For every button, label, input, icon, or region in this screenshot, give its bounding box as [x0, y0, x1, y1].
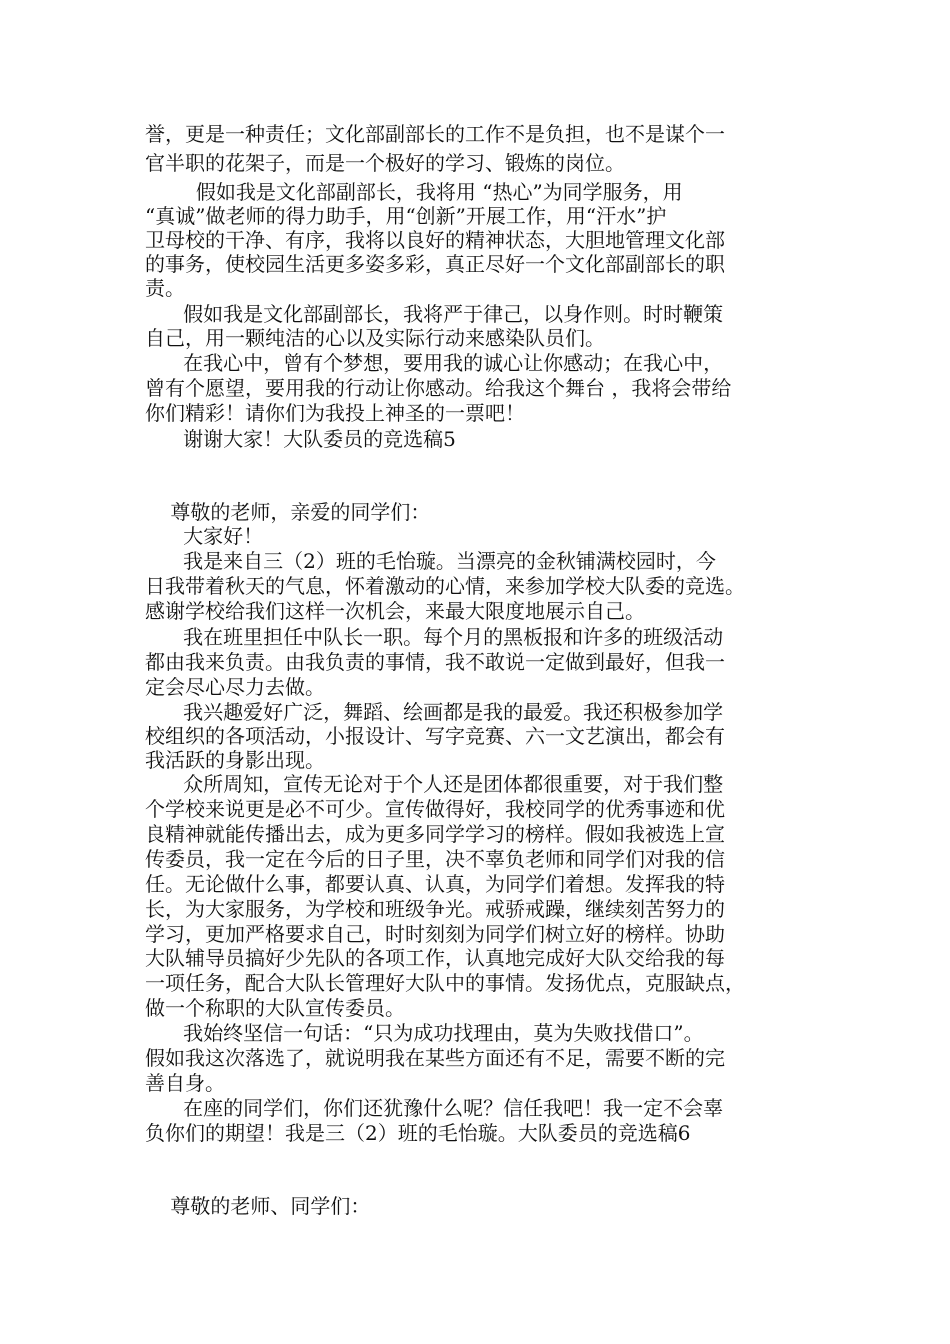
text-line: 谢谢大家！大队委员的竞选稿5 — [145, 427, 456, 451]
text-line: 我始终坚信一句话：“只为成功找理由，莫为失败找借口”。 — [145, 1021, 704, 1045]
greeting: 大家好！ — [145, 524, 264, 548]
text-line: 校组织的各项活动，小报设计、写字竞赛、六一文艺演出，都会有 — [145, 724, 725, 748]
text-line: 你们精彩！请你们为我投上神圣的一票吧！ — [145, 401, 525, 425]
text-line: 责。 — [145, 276, 185, 300]
text-line: 誉，更是一种责任；文化部副部长的工作不是负担，也不是谋个一 — [145, 122, 725, 146]
text-line: 传委员，我一定在今后的日子里，决不辜负老师和同学们对我的信 — [145, 847, 725, 871]
text-line: 学习，更加严格要求自己，时时刻刻为同学们树立好的榜样。协助 — [145, 922, 725, 946]
text-line: 一项任务，配合大队长管理好大队中的事情。发扬优点，克服缺点， — [145, 971, 745, 995]
text-line: 在座的同学们，你们还犹豫什么呢？信任我吧！我一定不会辜 — [145, 1096, 724, 1120]
text-line: 假如我是文化部副部长，我将用 “热心”为同学服务，用 — [145, 180, 683, 204]
text-line: 我是来自三（2）班的毛怡璇。当漂亮的金秋铺满校园时，今 — [145, 549, 716, 573]
text-line: 官半职的花架子，而是一个极好的学习、锻炼的岗位。 — [145, 151, 625, 175]
text-line: 大队辅导员搞好少先队的各项工作，认真地完成好大队交给我的每 — [145, 946, 725, 970]
text-line: 都由我来负责。由我负责的事情，我不敢说一定做到最好，但我一 — [145, 650, 725, 674]
text-line: 做一个称职的大队宣传委员。 — [145, 996, 405, 1020]
text-line: 善自身。 — [145, 1071, 225, 1095]
text-line: 负你们的期望！我是三（2）班的毛怡璇。大队委员的竞选稿6 — [145, 1121, 691, 1145]
text-line: 曾有个愿望，要用我的行动让你感动。给我这个舞台 ，我将会带给 — [145, 376, 732, 400]
text-line: 良精神就能传播出去，成为更多同学学习的榜样。假如我被选上宣 — [145, 822, 725, 846]
text-line: 个学校来说更是必不可少。宣传做得好，我校同学的优秀事迹和优 — [145, 797, 725, 821]
text-line: 感谢学校给我们这样一次机会，来最大限度地展示自己。 — [145, 599, 645, 623]
text-line: 的事务，使校园生活更多姿多彩，真正尽好一个文化部副部长的职 — [145, 252, 725, 276]
text-line: 任。无论做什么事，都要认真、认真，为同学们着想。发挥我的特 — [145, 872, 725, 896]
text-line: 众所周知，宣传无论对于个人还是团体都很重要，对于我们整 — [145, 772, 724, 796]
salutation: 尊敬的老师、同学们： — [145, 1194, 371, 1218]
text-line: 假如我这次落选了，就说明我在某些方面还有不足，需要不断的完 — [145, 1046, 725, 1070]
text-line: 日我带着秋天的气息，怀着激动的心情，来参加学校大队委的竞选。 — [145, 574, 745, 598]
text-line: 假如我是文化部副部长，我将严于律己，以身作则。时时鞭策 — [145, 302, 724, 326]
salutation: 尊敬的老师，亲爱的同学们： — [145, 500, 431, 524]
text-line: 自己，用一颗纯洁的心以及实际行动来感染队员们。 — [145, 326, 605, 350]
text-line: 卫母校的干净、有序，我将以良好的精神状态，大胆地管理文化部 — [145, 228, 725, 252]
text-line: 定会尽心尽力去做。 — [145, 675, 325, 699]
text-line: 在我心中，曾有个梦想，要用我的诚心让你感动；在我心中， — [145, 351, 724, 375]
text-line: 我兴趣爱好广泛，舞蹈、绘画都是我的最爱。我还积极参加学 — [145, 700, 724, 724]
text-line: 我活跃的身影出现。 — [145, 748, 325, 772]
text-line: “真诚”做老师的得力助手，用“创新”开展工作，用“汗水”护 — [145, 204, 667, 228]
text-line: 长，为大家服务，为学校和班级争光。戒骄戒躁，继续刻苦努力的 — [145, 897, 725, 921]
text-line: 我在班里担任中队长一职。每个月的黑板报和许多的班级活动 — [145, 625, 724, 649]
